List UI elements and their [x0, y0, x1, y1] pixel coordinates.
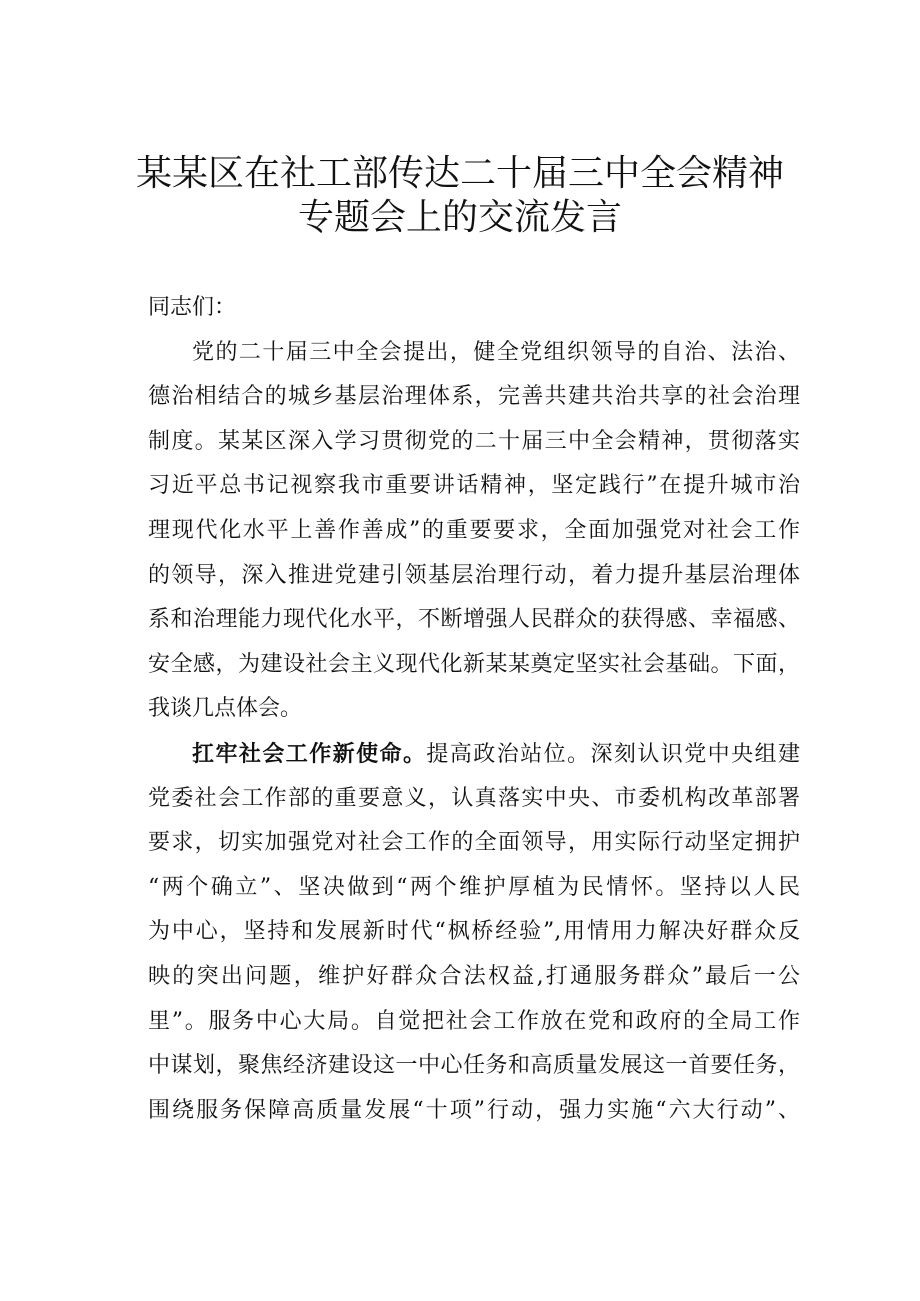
paragraph-1-line: 党的二十届三中全会提出，健全党组织领导的自治、法治、	[192, 339, 800, 365]
paragraph-2-line: 为中心，坚持和发展新时代“枫桥经验”,用情用力解决好群众反	[148, 919, 800, 945]
paragraph-2-first-line	[148, 732, 800, 777]
document-title	[0, 152, 920, 240]
paragraph-1-line: 制度。某某区深入学习贯彻党的二十届三中全会精神，贯彻落实	[148, 428, 800, 454]
paragraph-1-line: 我谈几点体会。	[148, 696, 303, 722]
title-line-1: 某某区在社工部传达二十届三中全会精神	[135, 153, 784, 194]
paragraph-2-first-line-rest: 提高政治站位。深刻认识党中央组建	[426, 741, 800, 767]
paragraph-2-line: 要求，切实加强党对社会工作的全面领导，用实际行动坚定拥护	[148, 830, 800, 856]
paragraph-2	[148, 732, 800, 1133]
paragraph-2-line: 映的突出问题，维护好群众合法权益,打通服务群众”最后一公	[148, 963, 800, 989]
paragraph-2-line: 中谋划，聚焦经济建设这一中心任务和高质量发展这一首要任务，	[148, 1053, 800, 1079]
salutation: 同志们：	[148, 295, 237, 320]
paragraph-1-line: 理现代化水平上善作善成”的重要要求，全面加强党对社会工作	[148, 517, 800, 543]
title-line-2: 专题会上的交流发言	[297, 197, 622, 238]
paragraph-2-line: 里”。服务中心大局。自觉把社会工作放在党和政府的全局工作	[148, 1008, 800, 1034]
paragraph-1-line: 的领导，深入推进党建引领基层治理行动，着力提升基层治理体	[148, 562, 800, 588]
section-heading: 扛牢社会工作新使命。	[192, 740, 427, 767]
paragraph-1-line: 德治相结合的城乡基层治理体系，完善共建共治共享的社会治理	[148, 384, 800, 410]
paragraph-1-line: 系和治理能力现代化水平，不断增强人民群众的获得感、幸福感、	[148, 607, 800, 633]
document-body	[148, 286, 800, 1133]
paragraph-1-line: 习近平总书记视察我市重要讲话精神，坚定践行”在提升城市治	[148, 473, 800, 499]
paragraph-1-line: 安全感，为建设社会主义现代化新某某奠定坚实社会基础。下面，	[148, 651, 800, 677]
paragraph-2-line: “两个确立”、坚决做到“两个维护厚植为民情怀。坚持以人民	[148, 874, 800, 900]
paragraph-2-line: 党委社会工作部的重要意义，认真落实中央、市委机构改革部署	[148, 785, 800, 811]
paragraph-2-line: 围绕服务保障高质量发展“十项”行动，强力实施“六大行动”、	[148, 1097, 800, 1123]
paragraph-1	[148, 331, 800, 732]
